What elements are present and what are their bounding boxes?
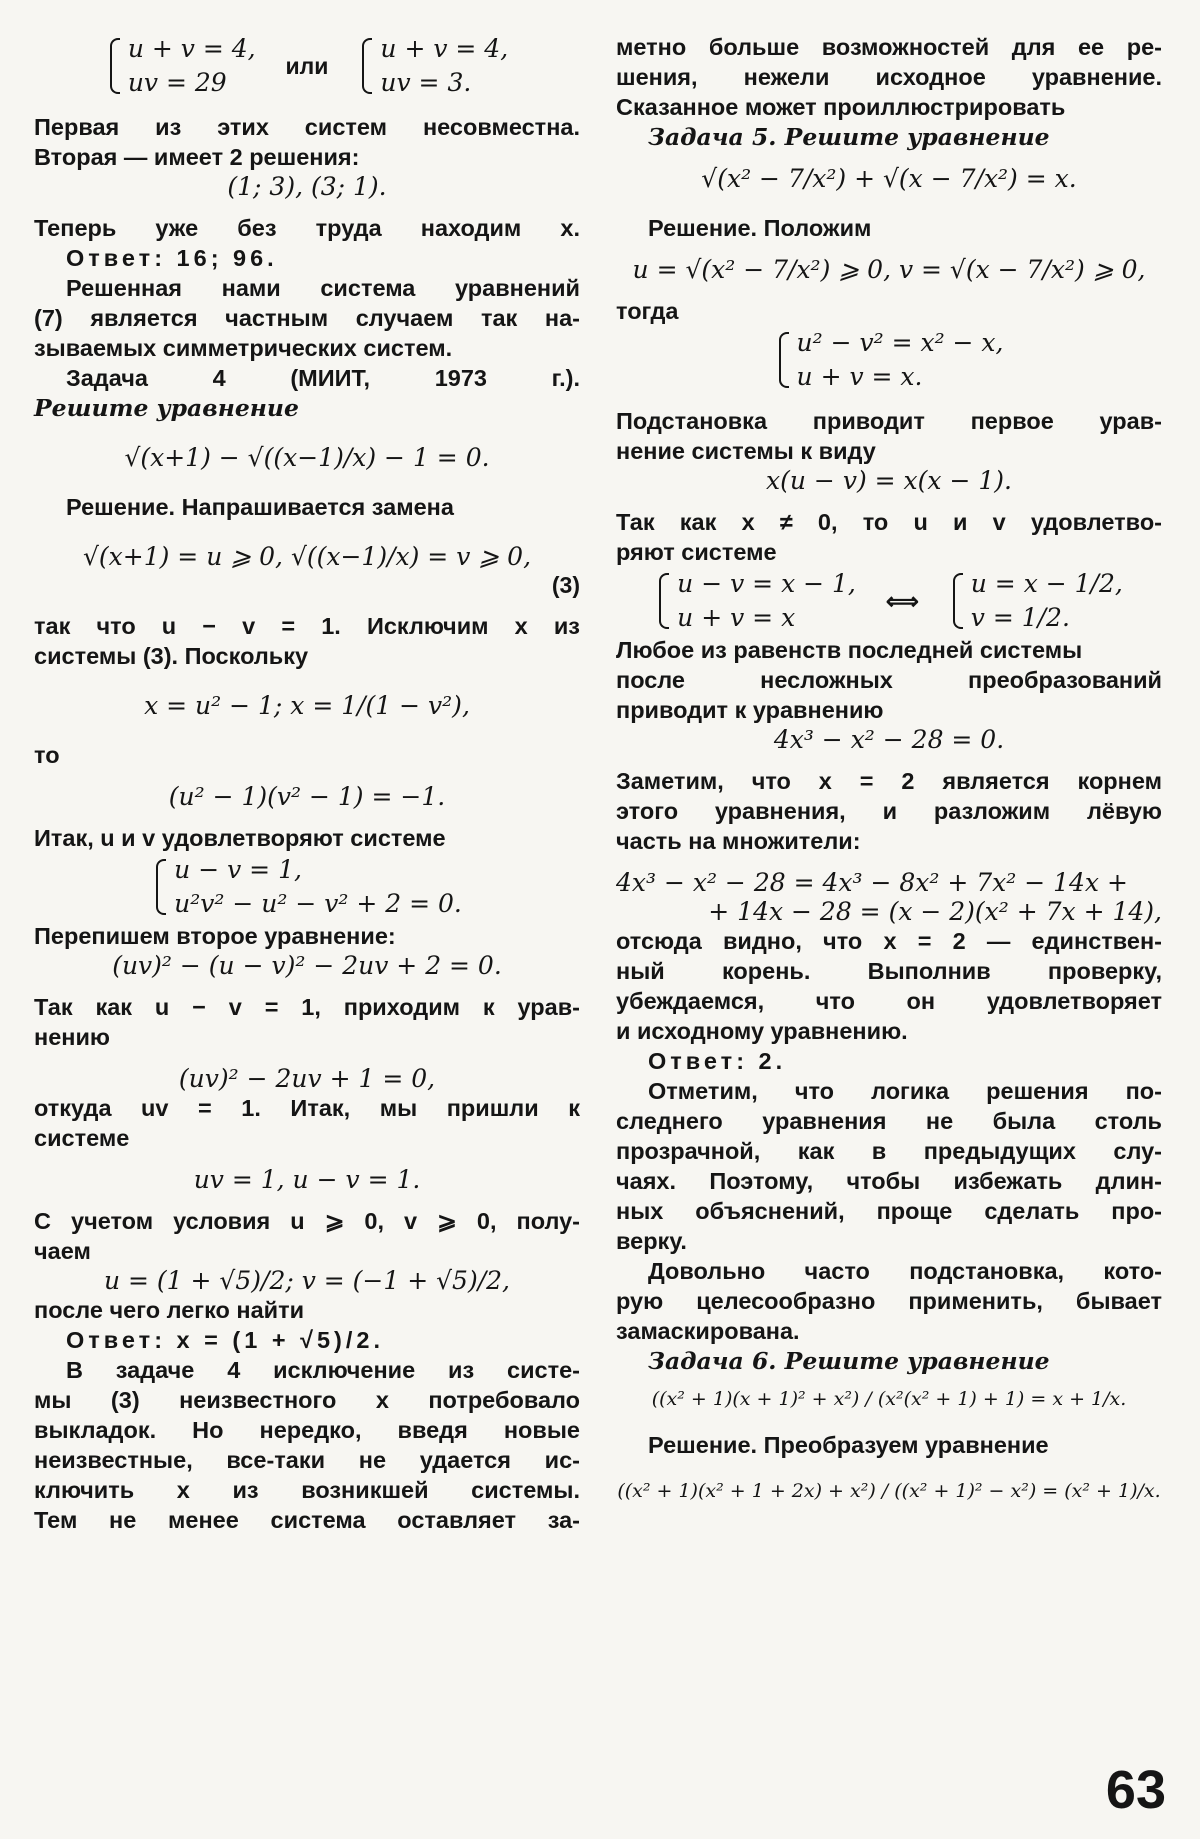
text-line: следнего уравнения не была столь bbox=[616, 1108, 1162, 1134]
text-line: отсюда видно, что x = 2 — единствен- bbox=[616, 928, 1162, 954]
text-line: то bbox=[34, 742, 60, 768]
text-line: ный корень. Выполнив проверку, bbox=[616, 958, 1162, 984]
formula: √(x+1) − √((x−1)/x) − 1 = 0. bbox=[124, 443, 490, 472]
text-line: рую целесообразно применить, бывает bbox=[616, 1288, 1162, 1314]
text-line: прозрачной, как в предыдущих слу- bbox=[616, 1138, 1162, 1164]
text-line: ряют системе bbox=[616, 539, 777, 565]
formula-line: u²v² − u² − v² + 2 = 0. bbox=[174, 889, 462, 918]
text-line: В задаче 4 исключение из систе- bbox=[66, 1357, 580, 1383]
task-prompt: Решите уравнение bbox=[34, 394, 299, 422]
text-line: Решенная нами система уравнений bbox=[66, 275, 580, 301]
system-formula bbox=[34, 853, 580, 921]
formula: uv = 1, u − v = 1. bbox=[193, 1165, 421, 1194]
formula-line: uv = 29 bbox=[127, 68, 227, 97]
text-line: выкладок. Но нередко, введя новые bbox=[34, 1417, 580, 1443]
formula: ((x² + 1)(x + 1)² + x²) / (x²(x² + 1) + 1) = x + 1/x. bbox=[651, 1388, 1127, 1410]
text-line: системы (3). Поскольку bbox=[34, 643, 309, 669]
task-heading: Задача 6. Решите уравнение bbox=[648, 1347, 1050, 1375]
text-line: метно больше возможностей для ее ре- bbox=[616, 34, 1162, 60]
text-line: убеждаемся, что он удовлетворяет bbox=[616, 988, 1162, 1014]
system-formula bbox=[34, 32, 580, 100]
text-line: неизвестные, все-таки не удается ис- bbox=[34, 1447, 580, 1473]
equivalence-arrow: ⟺ bbox=[885, 587, 919, 614]
text-line: замаскирована. bbox=[616, 1318, 800, 1344]
formula-line: u + v = 4, bbox=[127, 34, 256, 63]
formula-line: u + v = 4, bbox=[380, 34, 509, 63]
formula-line: u + v = x bbox=[677, 603, 796, 632]
text-line: тогда bbox=[616, 298, 679, 324]
formula: √(x+1) = u ⩾ 0, √((x−1)/x) = v ⩾ 0, bbox=[82, 542, 532, 571]
text-line: системе bbox=[34, 1125, 130, 1151]
right-column bbox=[616, 32, 1162, 1502]
text-line: откуда uv = 1. Итак, мы пришли к bbox=[34, 1095, 580, 1121]
formula: ((x² + 1)(x² + 1 + 2x) + x²) / ((x² + 1)² − x²) = (x² + 1)/x. bbox=[617, 1480, 1161, 1502]
text-line: Итак, u и v удовлетворяют системе bbox=[34, 825, 446, 851]
solution-heading: Решение. Преобразуем уравнение bbox=[648, 1432, 1049, 1458]
text-line: (7) является частным случаем так на- bbox=[34, 305, 580, 331]
text-line: ключить x из возникшей системы. bbox=[34, 1477, 580, 1503]
system-brace bbox=[775, 326, 1004, 394]
text-line: ных объяснений, проще сделать про- bbox=[616, 1198, 1162, 1224]
text-line: этого уравнения, и разложим лёвую bbox=[616, 798, 1162, 824]
system-brace bbox=[358, 32, 508, 100]
text-line: Так как x ≠ 0, то u и v удовлетво- bbox=[616, 509, 1162, 535]
formula-line: u² − v² = x² − x, bbox=[796, 328, 1004, 357]
text-line: приводит к уравнению bbox=[616, 697, 884, 723]
answer-line: Ответ: 2. bbox=[648, 1048, 787, 1074]
formula: u = (1 + √5)/2; v = (−1 + √5)/2, bbox=[103, 1266, 510, 1295]
formula: (u² − 1)(v² − 1) = −1. bbox=[168, 782, 446, 811]
text-line: после несложных преобразований bbox=[616, 667, 1162, 693]
system-brace bbox=[655, 567, 856, 635]
formula-line: u + v = x. bbox=[796, 362, 923, 391]
formula: x = u² − 1; x = 1/(1 − v²), bbox=[144, 691, 470, 720]
formula: (uv)² − (u − v)² − 2uv + 2 = 0. bbox=[112, 951, 502, 980]
text-line: мы (3) неизвестного x потребовало bbox=[34, 1387, 580, 1413]
text-line: Перепишем второе уравнение: bbox=[34, 923, 396, 949]
formula: (1; 3), (3; 1). bbox=[227, 172, 387, 201]
page-number: 63 bbox=[1105, 1760, 1166, 1820]
formula: (uv)² − 2uv + 1 = 0, bbox=[178, 1064, 436, 1093]
formula-line: v = 1/2. bbox=[970, 603, 1070, 632]
formula-line: u − v = 1, bbox=[174, 855, 302, 884]
system-brace bbox=[106, 32, 256, 100]
answer-line: Ответ: x = (1 + √5)/2. bbox=[66, 1327, 384, 1353]
formula: + 14x − 28 = (x − 2)(x² + 7x + 14), bbox=[708, 897, 1162, 926]
formula: 4x³ − x² − 28 = 4x³ − 8x² + 7x² − 14x + bbox=[616, 868, 1128, 897]
text-line: Теперь уже без труда находим x. bbox=[34, 215, 580, 241]
formula: 4x³ − x² − 28 = 0. bbox=[773, 725, 1005, 754]
system-formula bbox=[616, 326, 1162, 394]
text-line: чаем bbox=[34, 1238, 91, 1264]
text-line: Так как u − v = 1, приходим к урав- bbox=[34, 994, 580, 1020]
text-line: Любое из равенств последней системы bbox=[616, 637, 1083, 663]
text-line: шения, нежели исходное уравнение. bbox=[616, 64, 1162, 90]
solution-heading: Решение. Напрашивается замена bbox=[66, 494, 454, 520]
formula: √(x² − 7/x²) + √(x − 7/x²) = x. bbox=[701, 164, 1077, 193]
solution-heading: Решение. Положим bbox=[648, 215, 872, 241]
text-line: так что u − v = 1. Исключим x из bbox=[34, 613, 580, 639]
formula-line: u = x − 1/2, bbox=[970, 569, 1123, 598]
or-word: или bbox=[285, 52, 329, 79]
text-line: верку. bbox=[616, 1228, 687, 1254]
formula-line: uv = 3. bbox=[380, 68, 472, 97]
system-formula bbox=[616, 567, 1162, 635]
text-line: Отметим, что логика решения по- bbox=[648, 1078, 1162, 1104]
text-line: после чего легко найти bbox=[34, 1297, 305, 1323]
system-brace bbox=[949, 567, 1123, 635]
formula: u = √(x² − 7/x²) ⩾ 0, v = √(x − 7/x²) ⩾ 0, bbox=[632, 255, 1146, 284]
text-line: нение системы к виду bbox=[616, 438, 876, 464]
formula-line: u − v = x − 1, bbox=[677, 569, 856, 598]
text-line: Вторая — имеет 2 решения: bbox=[34, 144, 360, 170]
text-line: чаях. Поэтому, чтобы избежать длин- bbox=[616, 1168, 1162, 1194]
system-brace bbox=[152, 853, 462, 921]
formula: x(u − v) = x(x − 1). bbox=[766, 466, 1012, 495]
task-heading: Задача 4 (МИИТ, 1973 г.). bbox=[66, 365, 580, 391]
text-line: Подстановка приводит первое урав- bbox=[616, 408, 1162, 434]
text-line: Первая из этих систем несовместна. bbox=[34, 114, 580, 140]
text-line: часть на множители: bbox=[616, 828, 861, 854]
text-line: нению bbox=[34, 1024, 110, 1050]
text-line: С учетом условия u ⩾ 0, v ⩾ 0, полу- bbox=[34, 1208, 580, 1234]
text-line: Сказанное может проиллюстрировать bbox=[616, 94, 1066, 120]
answer-line: Ответ: 16; 96. bbox=[66, 245, 278, 271]
equation-number: (3) bbox=[551, 572, 580, 598]
text-line: и исходному уравнению. bbox=[616, 1018, 908, 1044]
text-line: Заметим, что x = 2 является корнем bbox=[616, 768, 1162, 794]
left-column bbox=[34, 32, 580, 1535]
text-line: Тем не менее система оставляет за- bbox=[34, 1507, 580, 1533]
task-heading: Задача 5. Решите уравнение bbox=[648, 123, 1050, 151]
text-line: зываемых симметрических систем. bbox=[34, 335, 453, 361]
text-line: Довольно часто подстановка, кото- bbox=[648, 1258, 1162, 1284]
